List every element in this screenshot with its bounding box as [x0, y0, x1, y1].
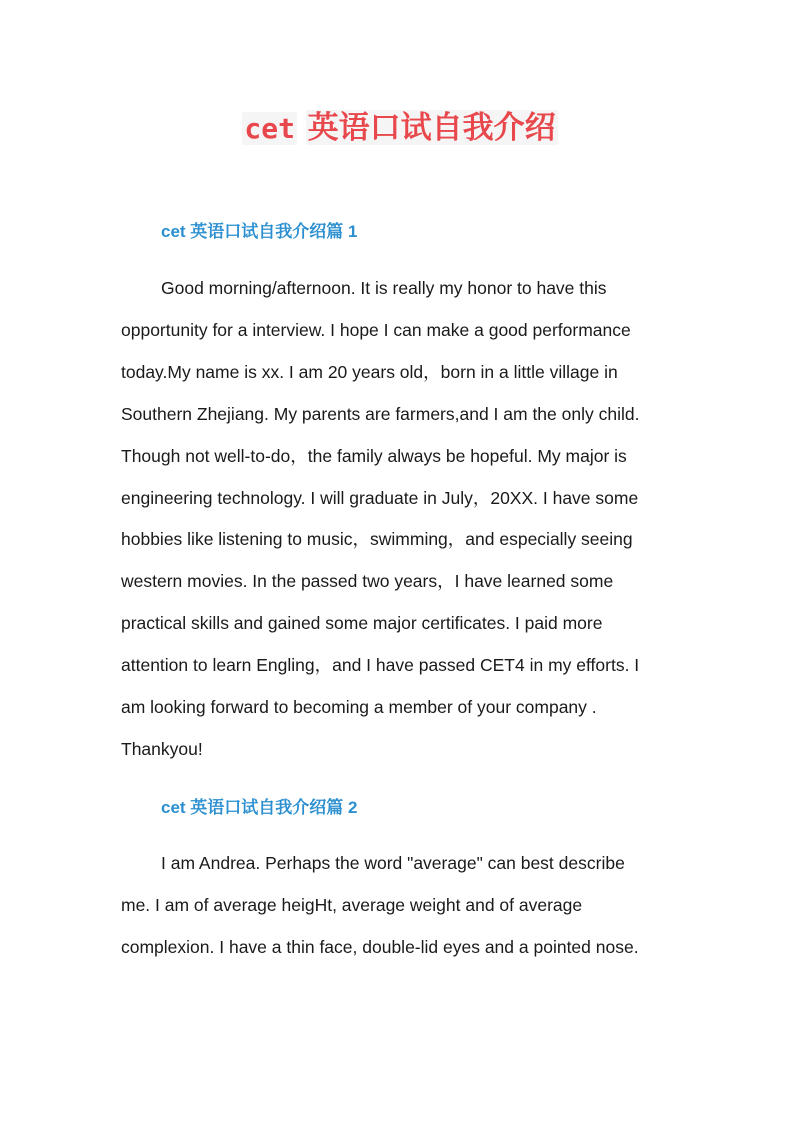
body-line: western movies. In the passed two years，I have learned some: [121, 571, 614, 592]
section-heading-1: cet 英语口试自我介绍篇 1: [161, 222, 358, 241]
body-line: today.My name is xx. I am 20 years old，born in a little village in: [121, 361, 618, 382]
body-line: engineering technology. I will graduate in July，20XX. I have some: [121, 487, 639, 508]
body-line: opportunity for a interview. I hope I can make a good performance: [121, 319, 631, 340]
body-line: me. I am of average heigHt, average weight and of average: [121, 894, 583, 915]
body-line: attention to learn Engling，and I have passed CET4 in my efforts. I: [121, 655, 640, 676]
title-code: cet: [244, 112, 295, 145]
body-line: practical skills and gained some major certificates. I paid more: [121, 613, 603, 634]
title-text: 英语口试自我介绍: [307, 110, 556, 145]
body-line: Thankyou!: [121, 738, 203, 759]
section-body-1: [121, 268, 677, 771]
body-line: complexion. I have a thin face, double-lid eyes and a pointed nose.: [121, 936, 639, 957]
section-heading-2: cet 英语口试自我介绍篇 2: [161, 798, 358, 817]
body-line: I am Andrea. Perhaps the word "average" can best describe: [161, 853, 625, 873]
body-line: Good morning/afternoon. It is really my honor to have this: [161, 278, 607, 298]
section-body-2: [121, 843, 677, 969]
page-title: [0, 104, 800, 153]
body-line: Southern Zhejiang. My parents are farmers,and I am the only child.: [121, 403, 640, 424]
body-line: Though not well-to-do，the family always be hopeful. My major is: [121, 445, 627, 466]
body-line: hobbies like listening to music，swimming，and especially seeing: [121, 529, 633, 550]
body-line: am looking forward to becoming a member of your company .: [121, 697, 597, 718]
